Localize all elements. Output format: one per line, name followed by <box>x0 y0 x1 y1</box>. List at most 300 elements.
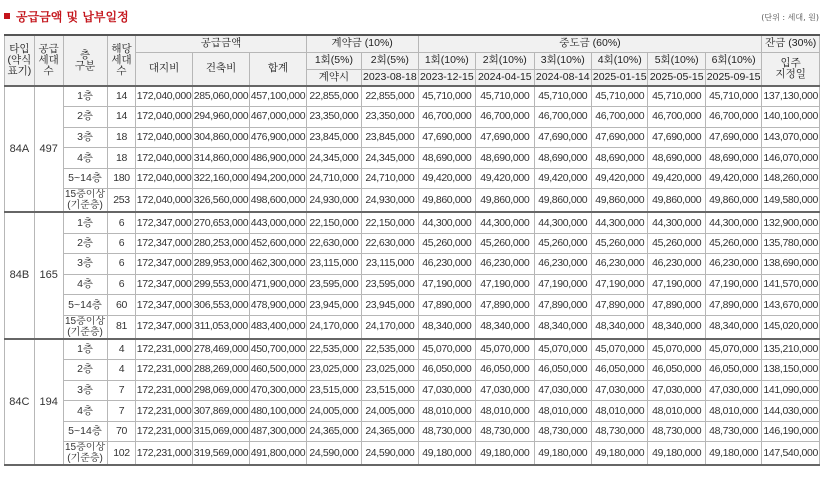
middle-4-cell: 48,340,000 <box>592 315 648 339</box>
middle-1-cell: 48,010,000 <box>418 401 475 422</box>
middle-4-cell: 49,860,000 <box>592 189 648 213</box>
middle-6-cell: 47,190,000 <box>705 274 761 295</box>
middle-1-cell: 46,050,000 <box>418 360 475 381</box>
middle-3-cell: 48,730,000 <box>534 421 591 442</box>
total-cell: 498,600,000 <box>250 189 306 213</box>
supply-units-cell: 497 <box>34 86 63 212</box>
balance-cell: 137,130,000 <box>762 86 820 107</box>
balance-cell: 148,260,000 <box>762 168 820 189</box>
middle-4-cell: 47,890,000 <box>592 295 648 316</box>
total-cell: 491,800,000 <box>250 442 306 466</box>
middle-3-cell: 49,180,000 <box>534 442 591 466</box>
contract-1-cell: 24,345,000 <box>306 148 361 169</box>
middle-1-cell: 48,690,000 <box>418 148 475 169</box>
title-text: 공급금액 및 납부일정 <box>16 9 129 24</box>
middle-6-cell: 48,730,000 <box>705 421 761 442</box>
contract-1-cell: 23,115,000 <box>306 254 361 275</box>
floor-label: 15층이상 <box>65 442 106 454</box>
floor-units-cell: 18 <box>107 127 136 148</box>
header-middle-2: 2회(10%) <box>476 52 535 69</box>
contract-1-cell: 24,005,000 <box>306 401 361 422</box>
building-cost-cell: 314,860,000 <box>192 148 249 169</box>
middle-6-cell: 47,690,000 <box>705 127 761 148</box>
middle-6-cell: 49,180,000 <box>705 442 761 466</box>
table-row <box>5 421 820 442</box>
contract-1-cell: 23,945,000 <box>306 295 361 316</box>
total-cell: 494,200,000 <box>250 168 306 189</box>
middle-5-cell: 47,890,000 <box>648 295 705 316</box>
middle-4-cell: 46,230,000 <box>592 254 648 275</box>
table-row <box>5 254 820 275</box>
floor-cell <box>63 442 107 466</box>
land-cost-cell: 172,231,000 <box>136 421 192 442</box>
land-cost-cell: 172,231,000 <box>136 380 192 401</box>
middle-4-cell: 46,050,000 <box>592 360 648 381</box>
contract-2-cell: 23,515,000 <box>362 380 418 401</box>
table-row <box>5 233 820 254</box>
land-cost-cell: 172,040,000 <box>136 168 192 189</box>
header-middle-1-date: 2023-12-15 <box>418 69 475 86</box>
middle-5-cell: 49,180,000 <box>648 442 705 466</box>
balance-cell: 146,070,000 <box>762 148 820 169</box>
floor-units-cell: 6 <box>107 254 136 275</box>
floor-sublabel: (기준층) <box>67 453 103 465</box>
middle-6-cell: 45,070,000 <box>705 339 761 360</box>
type-cell: 84B <box>5 212 35 338</box>
middle-3-cell: 46,700,000 <box>534 107 591 128</box>
building-cost-cell: 306,553,000 <box>192 295 249 316</box>
middle-6-cell: 46,700,000 <box>705 107 761 128</box>
building-cost-cell: 326,560,000 <box>192 189 249 213</box>
balance-cell: 145,020,000 <box>762 315 820 339</box>
middle-1-cell: 49,420,000 <box>418 168 475 189</box>
land-cost-cell: 172,231,000 <box>136 401 192 422</box>
contract-1-cell: 22,855,000 <box>306 86 361 107</box>
middle-4-cell: 48,690,000 <box>592 148 648 169</box>
contract-2-cell: 23,115,000 <box>362 254 418 275</box>
total-cell: 462,300,000 <box>250 254 306 275</box>
table-row <box>5 107 820 128</box>
middle-3-cell: 45,260,000 <box>534 233 591 254</box>
header-supply-units: 공급 세대 수 <box>34 35 63 86</box>
building-cost-cell: 285,060,000 <box>192 86 249 107</box>
header-building: 건축비 <box>192 52 249 86</box>
building-cost-cell: 307,869,000 <box>192 401 249 422</box>
middle-2-cell: 48,340,000 <box>476 315 535 339</box>
header-middle-6-date: 2025-09-15 <box>705 69 761 86</box>
land-cost-cell: 172,040,000 <box>136 127 192 148</box>
total-cell: 471,900,000 <box>250 274 306 295</box>
middle-2-cell: 47,190,000 <box>476 274 535 295</box>
floor-sublabel: (기준층) <box>67 326 103 338</box>
middle-2-cell: 46,700,000 <box>476 107 535 128</box>
middle-3-cell: 48,010,000 <box>534 401 591 422</box>
middle-2-cell: 45,070,000 <box>476 339 535 360</box>
contract-1-cell: 23,025,000 <box>306 360 361 381</box>
middle-5-cell: 45,070,000 <box>648 339 705 360</box>
middle-4-cell: 47,690,000 <box>592 127 648 148</box>
title-bullet-icon <box>4 13 10 19</box>
middle-1-cell: 45,710,000 <box>418 86 475 107</box>
contract-2-cell: 23,350,000 <box>362 107 418 128</box>
floor-cell: 5~14층 <box>63 168 107 189</box>
header-middle-3: 3회(10%) <box>534 52 591 69</box>
type-cell: 84C <box>5 339 35 465</box>
header-floor-units: 해당 세대 수 <box>107 35 136 86</box>
middle-6-cell: 45,260,000 <box>705 233 761 254</box>
header-middle-6: 6회(10%) <box>705 52 761 69</box>
middle-2-cell: 47,690,000 <box>476 127 535 148</box>
total-cell: 452,600,000 <box>250 233 306 254</box>
header-contract-2: 2회(5%) <box>362 52 418 69</box>
contract-1-cell: 24,930,000 <box>306 189 361 213</box>
land-cost-cell: 172,040,000 <box>136 148 192 169</box>
table-row <box>5 212 820 233</box>
middle-5-cell: 48,010,000 <box>648 401 705 422</box>
middle-1-cell: 49,180,000 <box>418 442 475 466</box>
floor-cell: 4층 <box>63 148 107 169</box>
balance-cell: 141,570,000 <box>762 274 820 295</box>
contract-2-cell: 23,025,000 <box>362 360 418 381</box>
land-cost-cell: 172,040,000 <box>136 86 192 107</box>
middle-4-cell: 48,730,000 <box>592 421 648 442</box>
floor-units-cell: 6 <box>107 233 136 254</box>
floor-cell <box>63 315 107 339</box>
floor-units-cell: 102 <box>107 442 136 466</box>
balance-cell: 147,540,000 <box>762 442 820 466</box>
floor-label: 15층이상 <box>65 315 106 327</box>
building-cost-cell: 288,269,000 <box>192 360 249 381</box>
middle-5-cell: 48,340,000 <box>648 315 705 339</box>
middle-3-cell: 47,190,000 <box>534 274 591 295</box>
page-title <box>4 6 129 26</box>
middle-3-cell: 47,030,000 <box>534 380 591 401</box>
middle-6-cell: 48,010,000 <box>705 401 761 422</box>
land-cost-cell: 172,347,000 <box>136 254 192 275</box>
total-cell: 470,300,000 <box>250 380 306 401</box>
table-row <box>5 442 820 466</box>
contract-1-cell: 22,630,000 <box>306 233 361 254</box>
balance-cell: 144,030,000 <box>762 401 820 422</box>
middle-1-cell: 49,860,000 <box>418 189 475 213</box>
middle-2-cell: 45,260,000 <box>476 233 535 254</box>
price-schedule-table <box>4 34 820 466</box>
table-row <box>5 189 820 213</box>
balance-cell: 140,100,000 <box>762 107 820 128</box>
building-cost-cell: 299,553,000 <box>192 274 249 295</box>
floor-sublabel: (기준층) <box>67 200 103 212</box>
middle-1-cell: 47,030,000 <box>418 380 475 401</box>
floor-cell: 3층 <box>63 127 107 148</box>
balance-cell: 143,070,000 <box>762 127 820 148</box>
middle-5-cell: 48,730,000 <box>648 421 705 442</box>
contract-2-cell: 23,845,000 <box>362 127 418 148</box>
middle-5-cell: 45,710,000 <box>648 86 705 107</box>
floor-units-cell: 70 <box>107 421 136 442</box>
total-cell: 486,900,000 <box>250 148 306 169</box>
header-middle-5-date: 2025-05-15 <box>648 69 705 86</box>
contract-1-cell: 23,350,000 <box>306 107 361 128</box>
header-land: 대지비 <box>136 52 192 86</box>
floor-cell: 4층 <box>63 401 107 422</box>
land-cost-cell: 172,347,000 <box>136 315 192 339</box>
header-balance-when: 입주 지정일 <box>762 52 820 86</box>
floor-cell: 5~14층 <box>63 421 107 442</box>
contract-2-cell: 24,365,000 <box>362 421 418 442</box>
middle-2-cell: 49,860,000 <box>476 189 535 213</box>
middle-1-cell: 46,230,000 <box>418 254 475 275</box>
contract-1-cell: 24,590,000 <box>306 442 361 466</box>
total-cell: 480,100,000 <box>250 401 306 422</box>
middle-3-cell: 48,340,000 <box>534 315 591 339</box>
table-row <box>5 127 820 148</box>
supply-units-cell: 194 <box>34 339 63 465</box>
middle-3-cell: 49,860,000 <box>534 189 591 213</box>
middle-5-cell: 46,230,000 <box>648 254 705 275</box>
table-row <box>5 339 820 360</box>
floor-cell: 2층 <box>63 107 107 128</box>
floor-cell: 5~14층 <box>63 295 107 316</box>
total-cell: 460,500,000 <box>250 360 306 381</box>
building-cost-cell: 278,469,000 <box>192 339 249 360</box>
table-row <box>5 148 820 169</box>
middle-5-cell: 44,300,000 <box>648 212 705 233</box>
middle-6-cell: 44,300,000 <box>705 212 761 233</box>
contract-2-cell: 22,150,000 <box>362 212 418 233</box>
table-header <box>5 35 820 86</box>
middle-3-cell: 47,690,000 <box>534 127 591 148</box>
supply-units-cell: 165 <box>34 212 63 338</box>
building-cost-cell: 322,160,000 <box>192 168 249 189</box>
header-middle: 중도금 (60%) <box>418 35 762 52</box>
middle-6-cell: 48,690,000 <box>705 148 761 169</box>
middle-1-cell: 44,300,000 <box>418 212 475 233</box>
balance-cell: 146,190,000 <box>762 421 820 442</box>
middle-2-cell: 46,230,000 <box>476 254 535 275</box>
header-floor: 층 구분 <box>63 35 107 86</box>
middle-3-cell: 45,070,000 <box>534 339 591 360</box>
contract-2-cell: 22,535,000 <box>362 339 418 360</box>
middle-1-cell: 47,690,000 <box>418 127 475 148</box>
middle-2-cell: 48,690,000 <box>476 148 535 169</box>
floor-cell: 1층 <box>63 339 107 360</box>
middle-4-cell: 48,010,000 <box>592 401 648 422</box>
middle-2-cell: 49,420,000 <box>476 168 535 189</box>
building-cost-cell: 280,253,000 <box>192 233 249 254</box>
floor-units-cell: 18 <box>107 148 136 169</box>
floor-units-cell: 6 <box>107 212 136 233</box>
total-cell: 476,900,000 <box>250 127 306 148</box>
floor-units-cell: 253 <box>107 189 136 213</box>
total-cell: 487,300,000 <box>250 421 306 442</box>
total-cell: 457,100,000 <box>250 86 306 107</box>
contract-1-cell: 22,150,000 <box>306 212 361 233</box>
middle-2-cell: 46,050,000 <box>476 360 535 381</box>
header-balance: 잔금 (30%) <box>762 35 820 52</box>
floor-cell <box>63 189 107 213</box>
middle-6-cell: 49,420,000 <box>705 168 761 189</box>
middle-5-cell: 47,190,000 <box>648 274 705 295</box>
middle-2-cell: 49,180,000 <box>476 442 535 466</box>
middle-2-cell: 47,030,000 <box>476 380 535 401</box>
floor-cell: 3층 <box>63 254 107 275</box>
middle-5-cell: 48,690,000 <box>648 148 705 169</box>
table-row <box>5 315 820 339</box>
table-row <box>5 380 820 401</box>
floor-units-cell: 7 <box>107 401 136 422</box>
land-cost-cell: 172,347,000 <box>136 295 192 316</box>
building-cost-cell: 298,069,000 <box>192 380 249 401</box>
land-cost-cell: 172,347,000 <box>136 233 192 254</box>
floor-units-cell: 60 <box>107 295 136 316</box>
middle-2-cell: 48,010,000 <box>476 401 535 422</box>
balance-cell: 135,210,000 <box>762 339 820 360</box>
contract-2-cell: 23,945,000 <box>362 295 418 316</box>
header-contract-2-date: 2023-08-18 <box>362 69 418 86</box>
contract-1-cell: 23,595,000 <box>306 274 361 295</box>
balance-cell: 132,900,000 <box>762 212 820 233</box>
header-supply-price: 공급금액 <box>136 35 306 52</box>
floor-units-cell: 4 <box>107 360 136 381</box>
total-cell: 483,400,000 <box>250 315 306 339</box>
total-cell: 467,000,000 <box>250 107 306 128</box>
contract-2-cell: 24,170,000 <box>362 315 418 339</box>
middle-5-cell: 46,050,000 <box>648 360 705 381</box>
middle-1-cell: 48,340,000 <box>418 315 475 339</box>
total-cell: 478,900,000 <box>250 295 306 316</box>
middle-3-cell: 49,420,000 <box>534 168 591 189</box>
middle-4-cell: 45,260,000 <box>592 233 648 254</box>
table-body <box>5 86 820 465</box>
header-middle-3-date: 2024-08-14 <box>534 69 591 86</box>
contract-1-cell: 23,515,000 <box>306 380 361 401</box>
table-row <box>5 401 820 422</box>
header-type: 타입 (약식 표기) <box>5 35 35 86</box>
floor-cell: 4층 <box>63 274 107 295</box>
floor-units-cell: 4 <box>107 339 136 360</box>
header-contract: 계약금 (10%) <box>306 35 418 52</box>
total-cell: 450,700,000 <box>250 339 306 360</box>
floor-cell: 2층 <box>63 233 107 254</box>
header-total: 합계 <box>250 52 306 86</box>
table-row <box>5 274 820 295</box>
middle-5-cell: 45,260,000 <box>648 233 705 254</box>
building-cost-cell: 289,953,000 <box>192 254 249 275</box>
contract-2-cell: 23,595,000 <box>362 274 418 295</box>
middle-5-cell: 49,420,000 <box>648 168 705 189</box>
contract-2-cell: 24,710,000 <box>362 168 418 189</box>
contract-2-cell: 22,855,000 <box>362 86 418 107</box>
land-cost-cell: 172,040,000 <box>136 107 192 128</box>
middle-3-cell: 44,300,000 <box>534 212 591 233</box>
balance-cell: 138,150,000 <box>762 360 820 381</box>
middle-6-cell: 45,710,000 <box>705 86 761 107</box>
unit-note: (단위 : 세대, 원) <box>761 13 819 22</box>
middle-4-cell: 45,710,000 <box>592 86 648 107</box>
balance-cell: 141,090,000 <box>762 380 820 401</box>
table-row <box>5 86 820 107</box>
floor-cell: 3층 <box>63 380 107 401</box>
middle-1-cell: 45,260,000 <box>418 233 475 254</box>
building-cost-cell: 304,860,000 <box>192 127 249 148</box>
middle-4-cell: 46,700,000 <box>592 107 648 128</box>
header-middle-4: 4회(10%) <box>592 52 648 69</box>
middle-2-cell: 48,730,000 <box>476 421 535 442</box>
middle-5-cell: 49,860,000 <box>648 189 705 213</box>
land-cost-cell: 172,040,000 <box>136 189 192 213</box>
middle-1-cell: 47,890,000 <box>418 295 475 316</box>
building-cost-cell: 294,960,000 <box>192 107 249 128</box>
floor-units-cell: 180 <box>107 168 136 189</box>
building-cost-cell: 315,069,000 <box>192 421 249 442</box>
contract-1-cell: 24,365,000 <box>306 421 361 442</box>
contract-2-cell: 22,630,000 <box>362 233 418 254</box>
middle-4-cell: 47,030,000 <box>592 380 648 401</box>
header-middle-4-date: 2025-01-15 <box>592 69 648 86</box>
building-cost-cell: 319,569,000 <box>192 442 249 466</box>
land-cost-cell: 172,347,000 <box>136 212 192 233</box>
middle-1-cell: 48,730,000 <box>418 421 475 442</box>
contract-1-cell: 22,535,000 <box>306 339 361 360</box>
middle-3-cell: 47,890,000 <box>534 295 591 316</box>
middle-4-cell: 45,070,000 <box>592 339 648 360</box>
middle-3-cell: 48,690,000 <box>534 148 591 169</box>
middle-6-cell: 46,050,000 <box>705 360 761 381</box>
header-contract-1-date: 계약시 <box>306 69 361 86</box>
header-contract-1: 1회(5%) <box>306 52 361 69</box>
middle-6-cell: 46,230,000 <box>705 254 761 275</box>
floor-label: 15층이상 <box>65 189 106 201</box>
middle-2-cell: 45,710,000 <box>476 86 535 107</box>
middle-6-cell: 49,860,000 <box>705 189 761 213</box>
middle-2-cell: 44,300,000 <box>476 212 535 233</box>
middle-6-cell: 47,030,000 <box>705 380 761 401</box>
floor-units-cell: 6 <box>107 274 136 295</box>
floor-units-cell: 14 <box>107 107 136 128</box>
land-cost-cell: 172,231,000 <box>136 339 192 360</box>
land-cost-cell: 172,231,000 <box>136 360 192 381</box>
table-row <box>5 360 820 381</box>
header-middle-2-date: 2024-04-15 <box>476 69 535 86</box>
floor-cell: 1층 <box>63 212 107 233</box>
floor-cell: 1층 <box>63 86 107 107</box>
building-cost-cell: 311,053,000 <box>192 315 249 339</box>
middle-4-cell: 47,190,000 <box>592 274 648 295</box>
total-cell: 443,000,000 <box>250 212 306 233</box>
middle-6-cell: 47,890,000 <box>705 295 761 316</box>
middle-4-cell: 49,180,000 <box>592 442 648 466</box>
middle-5-cell: 46,700,000 <box>648 107 705 128</box>
balance-cell: 135,780,000 <box>762 233 820 254</box>
contract-2-cell: 24,005,000 <box>362 401 418 422</box>
middle-3-cell: 46,230,000 <box>534 254 591 275</box>
balance-cell: 138,690,000 <box>762 254 820 275</box>
floor-cell: 2층 <box>63 360 107 381</box>
middle-1-cell: 46,700,000 <box>418 107 475 128</box>
building-cost-cell: 270,653,000 <box>192 212 249 233</box>
contract-1-cell: 24,170,000 <box>306 315 361 339</box>
table-row <box>5 295 820 316</box>
middle-3-cell: 45,710,000 <box>534 86 591 107</box>
middle-4-cell: 44,300,000 <box>592 212 648 233</box>
contract-2-cell: 24,590,000 <box>362 442 418 466</box>
middle-5-cell: 47,030,000 <box>648 380 705 401</box>
middle-2-cell: 47,890,000 <box>476 295 535 316</box>
contract-2-cell: 24,930,000 <box>362 189 418 213</box>
land-cost-cell: 172,347,000 <box>136 274 192 295</box>
land-cost-cell: 172,231,000 <box>136 442 192 466</box>
middle-6-cell: 48,340,000 <box>705 315 761 339</box>
